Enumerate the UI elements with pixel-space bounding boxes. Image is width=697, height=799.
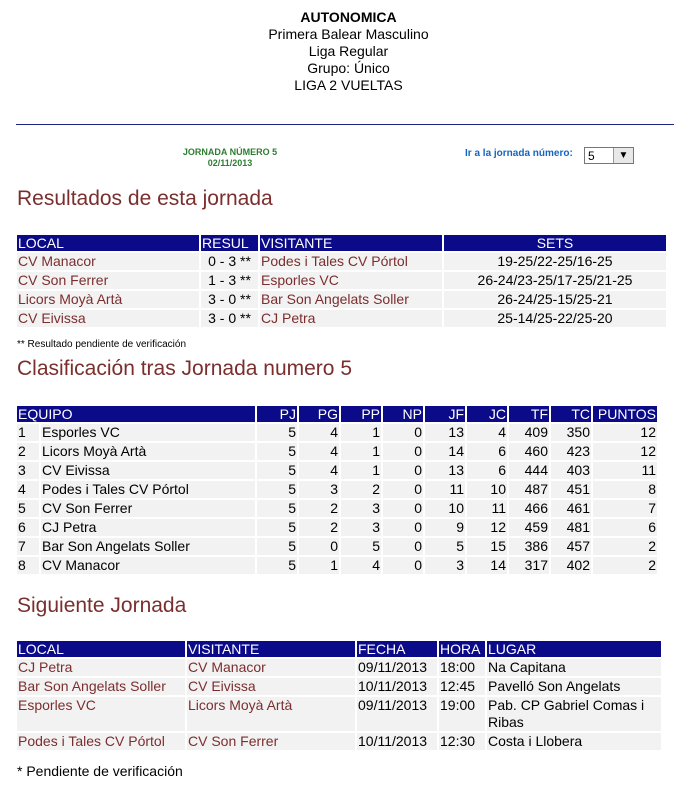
jornada-select-label: Ir a la jornada número: [465,148,573,159]
stat-tf: 386 [509,538,549,555]
team-name: Podes i Tales CV Pórtol [41,481,255,498]
stat-pp: 3 [341,500,381,517]
standings-table [15,404,659,576]
stat-tf: 460 [509,443,549,460]
team-link[interactable]: Esporles VC [17,697,185,731]
result-cell: 3 - 0 ** [201,291,258,308]
stat-tc: 481 [551,519,591,536]
table-row [17,500,657,517]
stat-pp: 3 [341,519,381,536]
result-cell: 1 - 3 ** [201,272,258,289]
stat-pj: 5 [257,424,297,441]
header-title: AUTONOMICA [300,9,397,25]
col-pp: PP [341,406,381,422]
header-format: LIGA 2 VUELTAS [294,77,403,93]
table-row [17,733,661,750]
team-link[interactable]: CV Eivissa [17,310,199,327]
stat-jc: 6 [467,462,507,479]
stat-pj: 5 [257,481,297,498]
stat-pj: 5 [257,443,297,460]
stat-puntos: 7 [593,500,657,517]
stat-pp: 5 [341,538,381,555]
stat-jc: 12 [467,519,507,536]
col-lugar: LUGAR [487,641,661,657]
stat-pg: 0 [299,538,339,555]
header-divider [16,124,674,125]
table-row [17,424,657,441]
sets-cell: 26-24/25-15/25-21 [444,291,666,308]
stat-pp: 2 [341,481,381,498]
stat-tc: 350 [551,424,591,441]
stat-tc: 461 [551,500,591,517]
stat-pp: 1 [341,424,381,441]
stat-puntos: 12 [593,443,657,460]
sets-cell: 19-25/22-25/16-25 [444,253,666,270]
team-link[interactable]: CJ Petra [260,310,442,327]
stat-tf: 487 [509,481,549,498]
position-cell: 4 [17,481,39,498]
stat-jc: 11 [467,500,507,517]
result-cell: 0 - 3 ** [201,253,258,270]
stat-pp: 4 [341,557,381,574]
stat-jf: 13 [425,424,465,441]
team-link[interactable]: Podes i Tales CV Pórtol [17,733,185,750]
results-table [15,233,668,329]
table-row [17,462,657,479]
stat-pj: 5 [257,462,297,479]
stat-jf: 13 [425,462,465,479]
team-link[interactable]: Licors Moyà Artà [187,697,355,731]
stat-np: 0 [383,519,423,536]
stat-tc: 402 [551,557,591,574]
table-row [17,272,666,289]
stat-jf: 14 [425,443,465,460]
table-row [17,697,661,731]
stat-pg: 4 [299,424,339,441]
table-row [17,557,657,574]
col-visitante: VISITANTE [187,641,355,657]
stat-puntos: 2 [593,557,657,574]
next-round-table [15,639,663,752]
team-link[interactable]: Esporles VC [260,272,442,289]
stat-jf: 10 [425,500,465,517]
position-cell: 8 [17,557,39,574]
col-jf: JF [425,406,465,422]
results-note: ** Resultado pendiente de verificación [17,339,186,350]
stat-jf: 3 [425,557,465,574]
col-tc: TC [551,406,591,422]
date-cell: 09/11/2013 [357,659,437,676]
time-cell: 12:45 [439,678,485,695]
stat-tc: 403 [551,462,591,479]
stat-pg: 4 [299,462,339,479]
stat-np: 0 [383,443,423,460]
chevron-down-icon[interactable]: ▼ [613,148,633,163]
team-link[interactable]: Licors Moyà Artà [17,291,199,308]
col-pg: PG [299,406,339,422]
stat-jf: 11 [425,481,465,498]
team-link[interactable]: CV Son Ferrer [17,272,199,289]
header-group: Grupo: Único [307,60,390,76]
col-pj: PJ [257,406,297,422]
stat-np: 0 [383,500,423,517]
stat-tf: 466 [509,500,549,517]
stat-pj: 5 [257,557,297,574]
table-row [17,481,657,498]
venue-cell: Na Capitana [487,659,661,676]
stat-puntos: 8 [593,481,657,498]
col-hora: HORA [439,641,485,657]
stat-jc: 6 [467,443,507,460]
col-visitante: VISITANTE [260,235,442,251]
team-link[interactable]: CV Son Ferrer [187,733,355,750]
table-row [17,678,661,695]
team-link[interactable]: CV Eivissa [187,678,355,695]
stat-pg: 2 [299,500,339,517]
stat-jf: 5 [425,538,465,555]
stat-puntos: 11 [593,462,657,479]
position-cell: 7 [17,538,39,555]
team-name: CV Son Ferrer [41,500,255,517]
results-title: Resultados de esta jornada [17,187,273,210]
col-fecha: FECHA [357,641,437,657]
team-link[interactable]: CV Manacor [17,253,199,270]
sets-cell: 26-24/23-25/17-25/21-25 [444,272,666,289]
venue-cell: Pavelló Son Angelats [487,678,661,695]
jornada-select[interactable] [584,147,634,164]
time-cell: 12:30 [439,733,485,750]
table-row [17,538,657,555]
stat-np: 0 [383,557,423,574]
header-league: Liga Regular [308,43,389,59]
stat-tf: 459 [509,519,549,536]
stat-puntos: 12 [593,424,657,441]
stat-np: 0 [383,462,423,479]
stat-jf: 9 [425,519,465,536]
time-cell: 18:00 [439,659,485,676]
date-cell: 10/11/2013 [357,733,437,750]
stat-tf: 444 [509,462,549,479]
team-link[interactable]: CV Manacor [187,659,355,676]
stat-tc: 457 [551,538,591,555]
stat-jc: 15 [467,538,507,555]
team-link[interactable]: Bar Son Angelats Soller [17,678,185,695]
col-local: LOCAL [17,235,199,251]
stat-np: 0 [383,538,423,555]
stat-tc: 423 [551,443,591,460]
stat-np: 0 [383,424,423,441]
jornada-info [150,147,310,169]
result-cell: 3 - 0 ** [201,310,258,327]
venue-cell: Pab. CP Gabriel Comas i Ribas [487,697,661,731]
team-link[interactable]: Bar Son Angelats Soller [260,291,442,308]
team-name: CV Manacor [41,557,255,574]
stat-pp: 1 [341,443,381,460]
standings-title: Clasificación tras Jornada numero 5 [17,357,352,380]
position-cell: 1 [17,424,39,441]
jornada-select-value: 5 [588,149,595,163]
stat-pj: 5 [257,538,297,555]
team-name: CJ Petra [41,519,255,536]
stat-pj: 5 [257,519,297,536]
stat-pp: 1 [341,462,381,479]
stat-puntos: 2 [593,538,657,555]
team-link[interactable]: CJ Petra [17,659,185,676]
sets-cell: 25-14/25-22/25-20 [444,310,666,327]
jornada-title: JORNADA NÚMERO 5 [182,147,278,157]
stat-pg: 3 [299,481,339,498]
col-tf: TF [509,406,549,422]
position-cell: 6 [17,519,39,536]
next-round-note: * Pendiente de verificación [17,763,183,779]
col-local: LOCAL [17,641,185,657]
table-row [17,253,666,270]
stat-pj: 5 [257,500,297,517]
table-row [17,291,666,308]
stat-np: 0 [383,481,423,498]
table-row [17,659,661,676]
stat-pg: 2 [299,519,339,536]
stat-tc: 451 [551,481,591,498]
col-jc: JC [467,406,507,422]
col-puntos: PUNTOS [593,406,657,422]
stat-tf: 317 [509,557,549,574]
time-cell: 19:00 [439,697,485,731]
page-header [0,9,697,94]
date-cell: 09/11/2013 [357,697,437,731]
jornada-date: 02/11/2013 [207,158,253,168]
stat-jc: 4 [467,424,507,441]
table-row [17,310,666,327]
header-category: Primera Balear Masculino [268,26,429,42]
team-name: CV Eivissa [41,462,255,479]
stat-pg: 4 [299,443,339,460]
stat-pg: 1 [299,557,339,574]
position-cell: 3 [17,462,39,479]
date-cell: 10/11/2013 [357,678,437,695]
col-equipo: EQUIPO [17,406,255,422]
col-sets: SETS [444,235,666,251]
stat-tf: 409 [509,424,549,441]
table-row [17,443,657,460]
team-name: Esporles VC [41,424,255,441]
stat-jc: 10 [467,481,507,498]
stat-jc: 14 [467,557,507,574]
stat-puntos: 6 [593,519,657,536]
table-row [17,519,657,536]
venue-cell: Costa i Llobera [487,733,661,750]
col-np: NP [383,406,423,422]
col-resul: RESUL [201,235,258,251]
team-name: Licors Moyà Artà [41,443,255,460]
team-link[interactable]: Podes i Tales CV Pórtol [260,253,442,270]
position-cell: 2 [17,443,39,460]
next-round-title: Siguiente Jornada [17,594,187,617]
position-cell: 5 [17,500,39,517]
team-name: Bar Son Angelats Soller [41,538,255,555]
